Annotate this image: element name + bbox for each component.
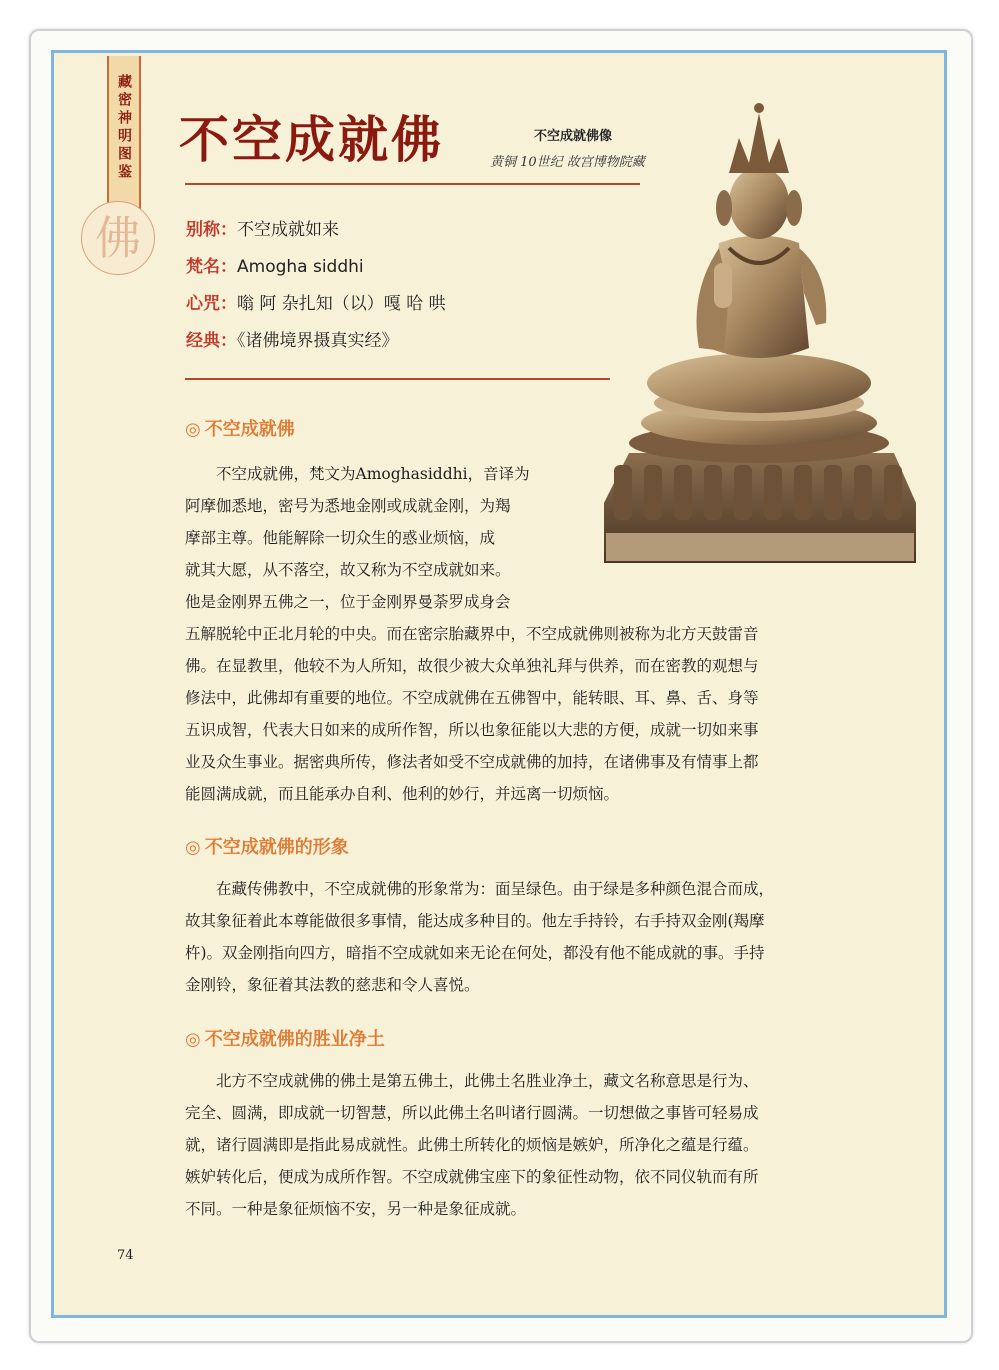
- text-line: 不同。一种是象征烦恼不安，另一种是象征成就。: [185, 1200, 527, 1218]
- text-line: 就其大愿，从不落空，故又称为不空成就如来。: [185, 561, 511, 579]
- info-row-scripture: [186, 329, 446, 366]
- text-line: 不空成就佛，梵文为Amoghasiddhi，音译为: [216, 465, 530, 483]
- side-tab-label: 藏密神明图鉴: [116, 74, 132, 182]
- info-row-mantra: [186, 292, 446, 329]
- info-label: 梵名：: [186, 257, 237, 277]
- text-line: 摩部主尊。他能解除一切众生的惑业烦恼，成: [185, 529, 496, 547]
- text-line: 完全、圆满，即成就一切智慧，所以此佛土名叫诸行圆满。一切想做之事皆可轻易成: [185, 1104, 759, 1122]
- text-line: 佛。在显教里，他较不为人所知，故很少被大众单独礼拜与供养，而在密教的观想与: [185, 657, 759, 675]
- text-line: 金刚铃，象征着其法教的慈悲和令人喜悦。: [185, 976, 480, 994]
- text-line: 五识成智，代表大日如来的成所作智，所以也象征能以大悲的方便，成就一切如来事: [185, 721, 759, 739]
- section-heading-pure-land: [185, 1025, 385, 1051]
- section-heading-text: 不空成就佛的形象: [204, 837, 349, 858]
- chapter-side-tab: [107, 56, 141, 216]
- circle-bullet-icon: ◎: [185, 419, 201, 440]
- section-body-appearance: [185, 873, 885, 1001]
- page-number: 74: [117, 1248, 134, 1263]
- text-line: 五解脱轮中正北月轮的中央。而在密宗胎藏界中，不空成就佛则被称为北方天鼓雷音: [185, 625, 759, 643]
- text-line: 阿摩伽悉地，密号为悉地金刚或成就金刚，为羯: [185, 497, 511, 515]
- text-line: 修法中，此佛却有重要的地位。不空成就佛在五佛智中，能转眼、耳、鼻、舌、身等: [185, 689, 759, 707]
- text-line: 就，诸行圆满即是指此易成就性。此佛土所转化的烦恼是嫉妒，所净化之蕴是行蕴。: [185, 1136, 759, 1154]
- info-value: 《诸佛境界摄真实经》: [237, 331, 399, 351]
- image-caption-subtitle: 黄铜 10世纪 故宫博物院藏: [490, 155, 645, 170]
- info-divider: [185, 378, 610, 380]
- info-label: 经典：: [186, 331, 237, 351]
- text-line: 嫉妒转化后，便成为成所作智。不空成就佛宝座下的象征性动物，依不同仪轨而有所: [185, 1168, 759, 1186]
- seal-character: 佛: [95, 211, 141, 265]
- section-heading-text: 不空成就佛: [204, 419, 295, 440]
- section-heading-text: 不空成就佛的胜业净土: [204, 1029, 385, 1050]
- info-row-alias: [186, 218, 446, 255]
- info-block: [186, 218, 446, 366]
- section-body-amoghasiddhi: [185, 458, 885, 810]
- buddha-seal-emblem: [81, 201, 155, 275]
- text-line: 故其象征着此本尊能做很多事情，能达成多种目的。他左手持铃，右手持双金刚(羯摩: [185, 912, 765, 930]
- title-divider: [185, 183, 640, 185]
- text-line: 北方不空成就佛的佛土是第五佛土，此佛土名胜业净土，藏文名称意思是行为、: [216, 1072, 759, 1090]
- info-row-sanskrit: [186, 255, 446, 292]
- page-title: 不空成就佛: [179, 111, 444, 169]
- image-caption-title: 不空成就佛像: [534, 129, 613, 144]
- circle-bullet-icon: ◎: [185, 837, 201, 858]
- section-body-pure-land: [185, 1065, 885, 1225]
- info-value: Amogha siddhi: [237, 257, 364, 277]
- book-page: [51, 50, 947, 1318]
- text-line: 在藏传佛教中，不空成就佛的形象常为：面呈绿色。由于绿是多种颜色混合而成，: [216, 880, 775, 898]
- section-heading-appearance: [185, 833, 349, 859]
- circle-bullet-icon: ◎: [185, 1029, 201, 1050]
- info-label: 别称：: [186, 220, 237, 240]
- info-label: 心咒：: [186, 294, 237, 314]
- text-line: 他是金刚界五佛之一，位于金刚界曼荼罗成身会: [185, 593, 511, 611]
- section-heading-amoghasiddhi: [185, 415, 295, 441]
- info-value: 不空成就如来: [237, 220, 339, 240]
- text-line: 杵)。双金刚指向四方，暗指不空成就如来无论在何处，都没有他不能成就的事。手持: [185, 944, 765, 962]
- text-line: 能圆满成就，而且能承办自利、他利的妙行，并远离一切烦恼。: [185, 785, 620, 803]
- info-value: 嗡 阿 杂扎知（以）嘎 哈 哄: [237, 294, 446, 314]
- text-line: 业及众生事业。据密典所传，修法者如受不空成就佛的加持，在诸佛事及有情事上都: [185, 753, 759, 771]
